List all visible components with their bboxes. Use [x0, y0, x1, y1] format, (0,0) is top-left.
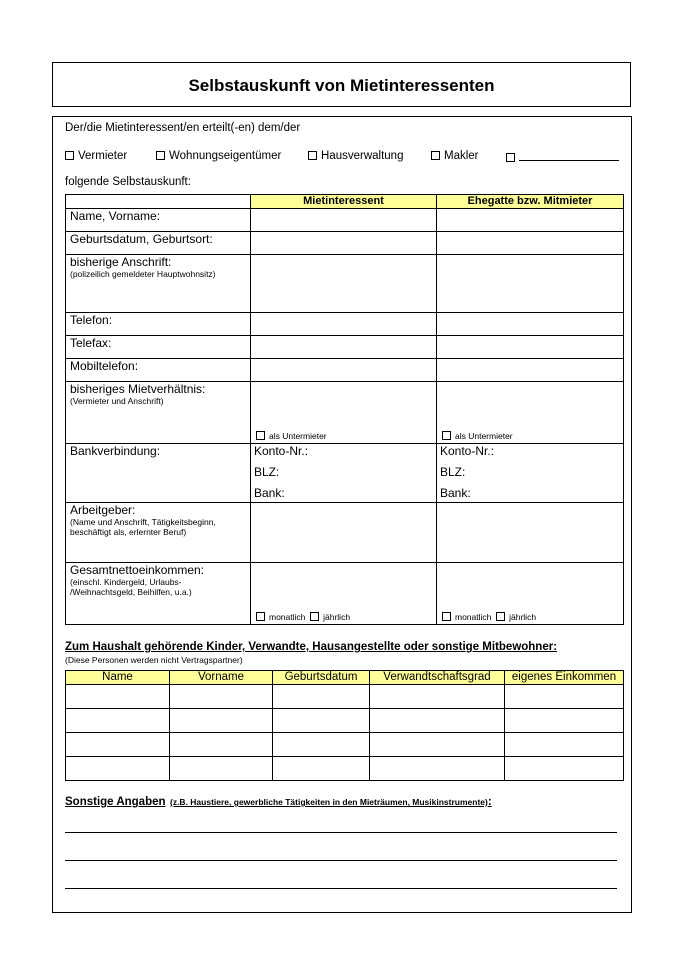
recipient-hausverwaltung[interactable]: Hausverwaltung	[308, 150, 403, 162]
label-anschrift	[66, 255, 251, 313]
col-eigenes-einkommen: eigenes Einkommen	[505, 671, 624, 685]
label-mobil: Mobiltelefon:	[66, 359, 251, 382]
checkbox-monatlich-2[interactable]	[442, 612, 451, 621]
col-verwandtschaftsgrad: Verwandtschaftsgrad	[370, 671, 505, 685]
bankname-label-2: Bank:	[440, 486, 471, 500]
blz-label-2: BLZ:	[440, 465, 466, 479]
other-info-line-1[interactable]	[65, 832, 617, 833]
bankname-label-1: Bank:	[254, 486, 285, 500]
label-einkommen-title: Gesamtnettoeinkommen:	[70, 563, 205, 577]
table-cell[interactable]	[370, 709, 505, 733]
field-bank-1[interactable]	[251, 444, 437, 503]
recipient-other[interactable]	[506, 150, 619, 164]
other-info-sub: (z.B. Haustiere, gewerbliche Tätigkeiten in den Mieträumen, Musikinstrumente)	[169, 797, 488, 807]
label-telefon: Telefon:	[66, 313, 251, 336]
konto-label-1: Konto-Nr.:	[254, 444, 309, 458]
header-blank	[66, 195, 251, 209]
table-row	[66, 757, 624, 781]
table-cell[interactable]	[66, 709, 170, 733]
table-cell[interactable]	[273, 733, 370, 757]
label-name: Name, Vorname:	[66, 209, 251, 232]
field-anschrift-1[interactable]	[251, 255, 437, 313]
col-name: Name	[66, 671, 170, 685]
label-anschrift-title: bisherige Anschrift:	[70, 255, 172, 269]
field-mobil-2[interactable]	[437, 359, 624, 382]
table-cell[interactable]	[370, 685, 505, 709]
title-box	[52, 62, 631, 107]
col-vorname: Vorname	[170, 671, 273, 685]
checkbox-monatlich-1[interactable]	[256, 612, 265, 621]
header-ehegatte: Ehegatte bzw. Mitmieter	[437, 195, 624, 209]
field-anschrift-2[interactable]	[437, 255, 624, 313]
einkommen-options-2: monatlich jährlich	[442, 612, 536, 622]
intro-text-2: folgende Selbstauskunft:	[65, 176, 191, 188]
untermieter-option-2[interactable]: als Untermieter	[442, 431, 513, 441]
header-mietinteressent: Mietinteressent	[251, 195, 437, 209]
other-info-title: Sonstige Angaben	[65, 796, 166, 808]
field-telefon-2[interactable]	[437, 313, 624, 336]
field-geburt-2[interactable]	[437, 232, 624, 255]
blz-label-1: BLZ:	[254, 465, 280, 479]
label-arbeitgeber-sub2: beschäftigt als, erlernter Beruf)	[70, 527, 187, 537]
field-arbeitgeber-1[interactable]	[251, 503, 437, 563]
konto-label-2: Konto-Nr.:	[440, 444, 495, 458]
checkbox-vermieter[interactable]	[65, 151, 74, 160]
table-cell[interactable]	[66, 685, 170, 709]
table-cell[interactable]	[505, 685, 624, 709]
recipient-vermieter[interactable]: Vermieter	[65, 150, 127, 162]
label-einkommen-sub: (einschl. Kindergeld, Urlaubs-	[70, 577, 182, 587]
recipient-wohnungseigentuemer[interactable]: Wohnungseigentümer	[156, 150, 281, 162]
other-info-line-2[interactable]	[65, 860, 617, 861]
table-cell[interactable]	[505, 733, 624, 757]
col-geburtsdatum: Geburtsdatum	[273, 671, 370, 685]
field-telefon-1[interactable]	[251, 313, 437, 336]
label-mietverh-title: bisheriges Mietverhältnis:	[70, 382, 206, 396]
household-subheading: (Diese Personen werden nicht Vertragspartner)	[65, 655, 243, 665]
checkbox-wohnungseigentuemer[interactable]	[156, 151, 165, 160]
label-arbeitgeber	[66, 503, 251, 563]
other-info-line-3[interactable]	[65, 888, 617, 889]
label-anschrift-sub: (polizeilich gemeldeter Hauptwohnsitz)	[70, 269, 216, 279]
other-info-colon: :	[487, 796, 492, 808]
untermieter-option-1[interactable]: als Untermieter	[256, 431, 327, 441]
table-row	[66, 685, 624, 709]
table-cell[interactable]	[273, 685, 370, 709]
page-title: Selbstauskunft von Mietinteressenten	[188, 76, 495, 95]
label-arbeitgeber-title: Arbeitgeber:	[70, 503, 136, 517]
label-einkommen-sub2: /Weihnachtsgeld, Beihilfen, u.a.)	[70, 587, 192, 597]
table-cell[interactable]	[66, 757, 170, 781]
other-blank-line[interactable]	[519, 150, 619, 161]
label-arbeitgeber-sub: (Name und Anschrift, Tätigkeitsbeginn,	[70, 517, 216, 527]
field-telefax-1[interactable]	[251, 336, 437, 359]
intro-text: Der/die Mietinteressent/en erteilt(-en) dem/der	[65, 122, 301, 134]
field-name-2[interactable]	[437, 209, 624, 232]
table-cell[interactable]	[273, 709, 370, 733]
checkbox-makler[interactable]	[431, 151, 440, 160]
table-cell[interactable]	[66, 733, 170, 757]
table-cell[interactable]	[370, 733, 505, 757]
field-name-1[interactable]	[251, 209, 437, 232]
other-info-heading	[65, 792, 492, 810]
field-mobil-1[interactable]	[251, 359, 437, 382]
main-form	[52, 116, 632, 913]
field-geburt-1[interactable]	[251, 232, 437, 255]
checkbox-other[interactable]	[506, 153, 515, 162]
field-einkommen-2[interactable]	[437, 563, 624, 625]
label-telefax: Telefax:	[66, 336, 251, 359]
field-telefax-2[interactable]	[437, 336, 624, 359]
checkbox-jaehrlich-1[interactable]	[310, 612, 319, 621]
table-row	[66, 709, 624, 733]
table-cell[interactable]	[170, 709, 273, 733]
table-row	[66, 733, 624, 757]
table-cell[interactable]	[370, 757, 505, 781]
table-cell[interactable]	[170, 757, 273, 781]
label-mietverh-sub: (Vermieter und Anschrift)	[70, 396, 164, 406]
checkbox-jaehrlich-2[interactable]	[496, 612, 505, 621]
label-einkommen	[66, 563, 251, 625]
label-mietverh	[66, 382, 251, 444]
field-mietverh-2[interactable]	[437, 382, 624, 444]
field-einkommen-1[interactable]	[251, 563, 437, 625]
personal-info-table	[65, 194, 624, 625]
field-mietverh-1[interactable]	[251, 382, 437, 444]
einkommen-options-1: monatlich jährlich	[256, 612, 350, 622]
label-geburt: Geburtsdatum, Geburtsort:	[66, 232, 251, 255]
field-bank-2[interactable]	[437, 444, 624, 503]
field-arbeitgeber-2[interactable]	[437, 503, 624, 563]
table-cell[interactable]	[505, 709, 624, 733]
recipient-makler[interactable]: Makler	[431, 150, 479, 162]
table-cell[interactable]	[170, 685, 273, 709]
table-cell[interactable]	[505, 757, 624, 781]
household-table	[65, 670, 624, 781]
table-cell[interactable]	[170, 733, 273, 757]
household-heading: Zum Haushalt gehörende Kinder, Verwandte, Hausangestellte oder sonstige Mitbewohner:	[65, 641, 558, 653]
label-bank: Bankverbindung:	[66, 444, 251, 503]
checkbox-hausverwaltung[interactable]	[308, 151, 317, 160]
checkbox-untermieter-2[interactable]	[442, 431, 451, 440]
checkbox-untermieter-1[interactable]	[256, 431, 265, 440]
table-cell[interactable]	[273, 757, 370, 781]
